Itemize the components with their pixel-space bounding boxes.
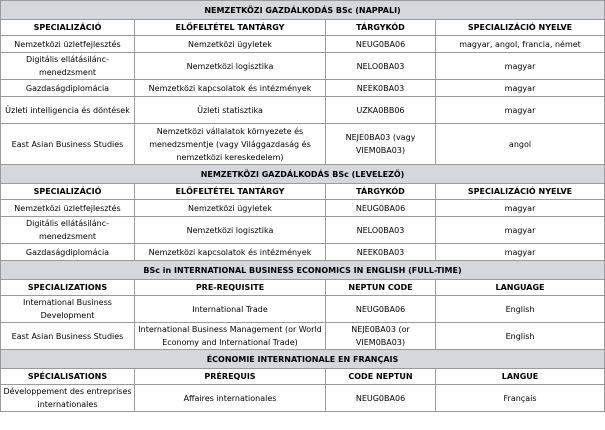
code-cell: NEUG0BA06 <box>326 200 436 217</box>
column-header: SPÉCIALISATIONS <box>1 369 135 385</box>
specialization-cell: Digitális ellátásilánc-menedzsment <box>1 53 135 80</box>
header-row <box>1 20 605 36</box>
section-title: BSc in INTERNATIONAL BUSINESS ECONOMICS IN ENGLISH (FULL-TIME) <box>1 261 605 280</box>
header-row <box>1 280 605 296</box>
prerequisite-cell: Affaires internationales <box>135 385 326 412</box>
specialization-cell: Digitális ellátásilánc-menedzsment <box>1 217 135 244</box>
specialization-cell: Nemzetközi üzletfejlesztés <box>1 36 135 53</box>
prerequisite-cell: Nemzetközi ügyletek <box>135 200 326 217</box>
language-cell: magyar <box>436 217 605 244</box>
section-title-row <box>1 261 605 280</box>
code-cell: NEUG0BA06 <box>326 36 436 53</box>
code-cell: UZKA0BB06 <box>326 97 436 124</box>
prerequisite-cell: International Trade <box>135 296 326 323</box>
table-row <box>1 53 605 80</box>
prerequisite-cell: Nemzetközi logisztika <box>135 53 326 80</box>
column-header: SPECIALIZÁCIÓ <box>1 20 135 36</box>
column-header: LANGUAGE <box>436 280 605 296</box>
column-header: SPECIALIZATIONS <box>1 280 135 296</box>
prerequisite-cell: Nemzetközi vállalatok környezete és menedzsmentje (vagy Világgazdaság és nemzetközi kereskedelem) <box>135 124 326 165</box>
table-row <box>1 124 605 165</box>
language-cell: magyar, angol, francia, német <box>436 36 605 53</box>
header-row <box>1 369 605 385</box>
language-cell: magyar <box>436 244 605 261</box>
specialization-cell: East Asian Business Studies <box>1 124 135 165</box>
column-header: TÁRGYKÓD <box>326 184 436 200</box>
table-row <box>1 296 605 323</box>
language-cell: English <box>436 296 605 323</box>
language-cell: magyar <box>436 200 605 217</box>
header-row <box>1 184 605 200</box>
column-header: LANGUE <box>436 369 605 385</box>
section-title-row <box>1 1 605 20</box>
specialization-cell: Développement des entreprises internationales <box>1 385 135 412</box>
column-header: ELŐFELTÉTEL TANTÁRGY <box>135 20 326 36</box>
code-cell: NEEK0BA03 <box>326 244 436 261</box>
table-row <box>1 323 605 350</box>
section-title: NEMZETKÖZI GAZDÁLKODÁS BSc (NAPPALI) <box>1 1 605 20</box>
table-row <box>1 385 605 412</box>
specialization-cell: Gazdaságdiplomácia <box>1 80 135 97</box>
column-header: CODE NEPTUN <box>326 369 436 385</box>
specialization-cell: Nemzetközi üzletfejlesztés <box>1 200 135 217</box>
table-row <box>1 97 605 124</box>
prerequisite-cell: Nemzetközi ügyletek <box>135 36 326 53</box>
language-cell: magyar <box>436 53 605 80</box>
section-title: ÉCONOMIE INTERNATIONALE EN FRANÇAIS <box>1 350 605 369</box>
table-row <box>1 244 605 261</box>
column-header: SPECIALIZÁCIÓ NYELVE <box>436 184 605 200</box>
prerequisite-cell: Üzleti statisztika <box>135 97 326 124</box>
prerequisite-cell: Nemzetközi logisztika <box>135 217 326 244</box>
code-cell: NEJE0BA03 (vagy VIEM0BA03) <box>326 124 436 165</box>
code-cell: NELO0BA03 <box>326 217 436 244</box>
code-cell: NEEK0BA03 <box>326 80 436 97</box>
column-header: PRÉREQUIS <box>135 369 326 385</box>
specialization-cell: Gazdaságdiplomácia <box>1 244 135 261</box>
language-cell: magyar <box>436 80 605 97</box>
code-cell: NELO0BA03 <box>326 53 436 80</box>
table-row <box>1 80 605 97</box>
section-title-row <box>1 350 605 369</box>
section-title-row <box>1 165 605 184</box>
column-header: PRE-REQUISITE <box>135 280 326 296</box>
code-cell: NEJE0BA03 (or VIEM0BA03) <box>326 323 436 350</box>
column-header: SPECIALIZÁCIÓ <box>1 184 135 200</box>
table-row <box>1 36 605 53</box>
prerequisite-cell: Nemzetközi kapcsolatok és intézmények <box>135 244 326 261</box>
prerequisite-cell: Nemzetközi kapcsolatok és intézmények <box>135 80 326 97</box>
prerequisite-cell: International Business Management (or World Economy and International Trade) <box>135 323 326 350</box>
specialization-cell: East Asian Business Studies <box>1 323 135 350</box>
table-row <box>1 217 605 244</box>
column-header: SPECIALIZÁCIÓ NYELVE <box>436 20 605 36</box>
code-cell: NEUG0BA06 <box>326 385 436 412</box>
specialization-cell: International Business Development <box>1 296 135 323</box>
column-header: TÁRGYKÓD <box>326 20 436 36</box>
column-header: NEPTUN CODE <box>326 280 436 296</box>
code-cell: NEUG0BA06 <box>326 296 436 323</box>
language-cell: magyar <box>436 97 605 124</box>
section-title: NEMZETKÖZI GAZDÁLKODÁS BSc (LEVELEZŐ) <box>1 165 605 184</box>
language-cell: angol <box>436 124 605 165</box>
table-row <box>1 200 605 217</box>
column-header: ELŐFELTÉTEL TANTÁRGY <box>135 184 326 200</box>
language-cell: English <box>436 323 605 350</box>
language-cell: Français <box>436 385 605 412</box>
specialization-cell: Üzleti intelligencia és döntések <box>1 97 135 124</box>
